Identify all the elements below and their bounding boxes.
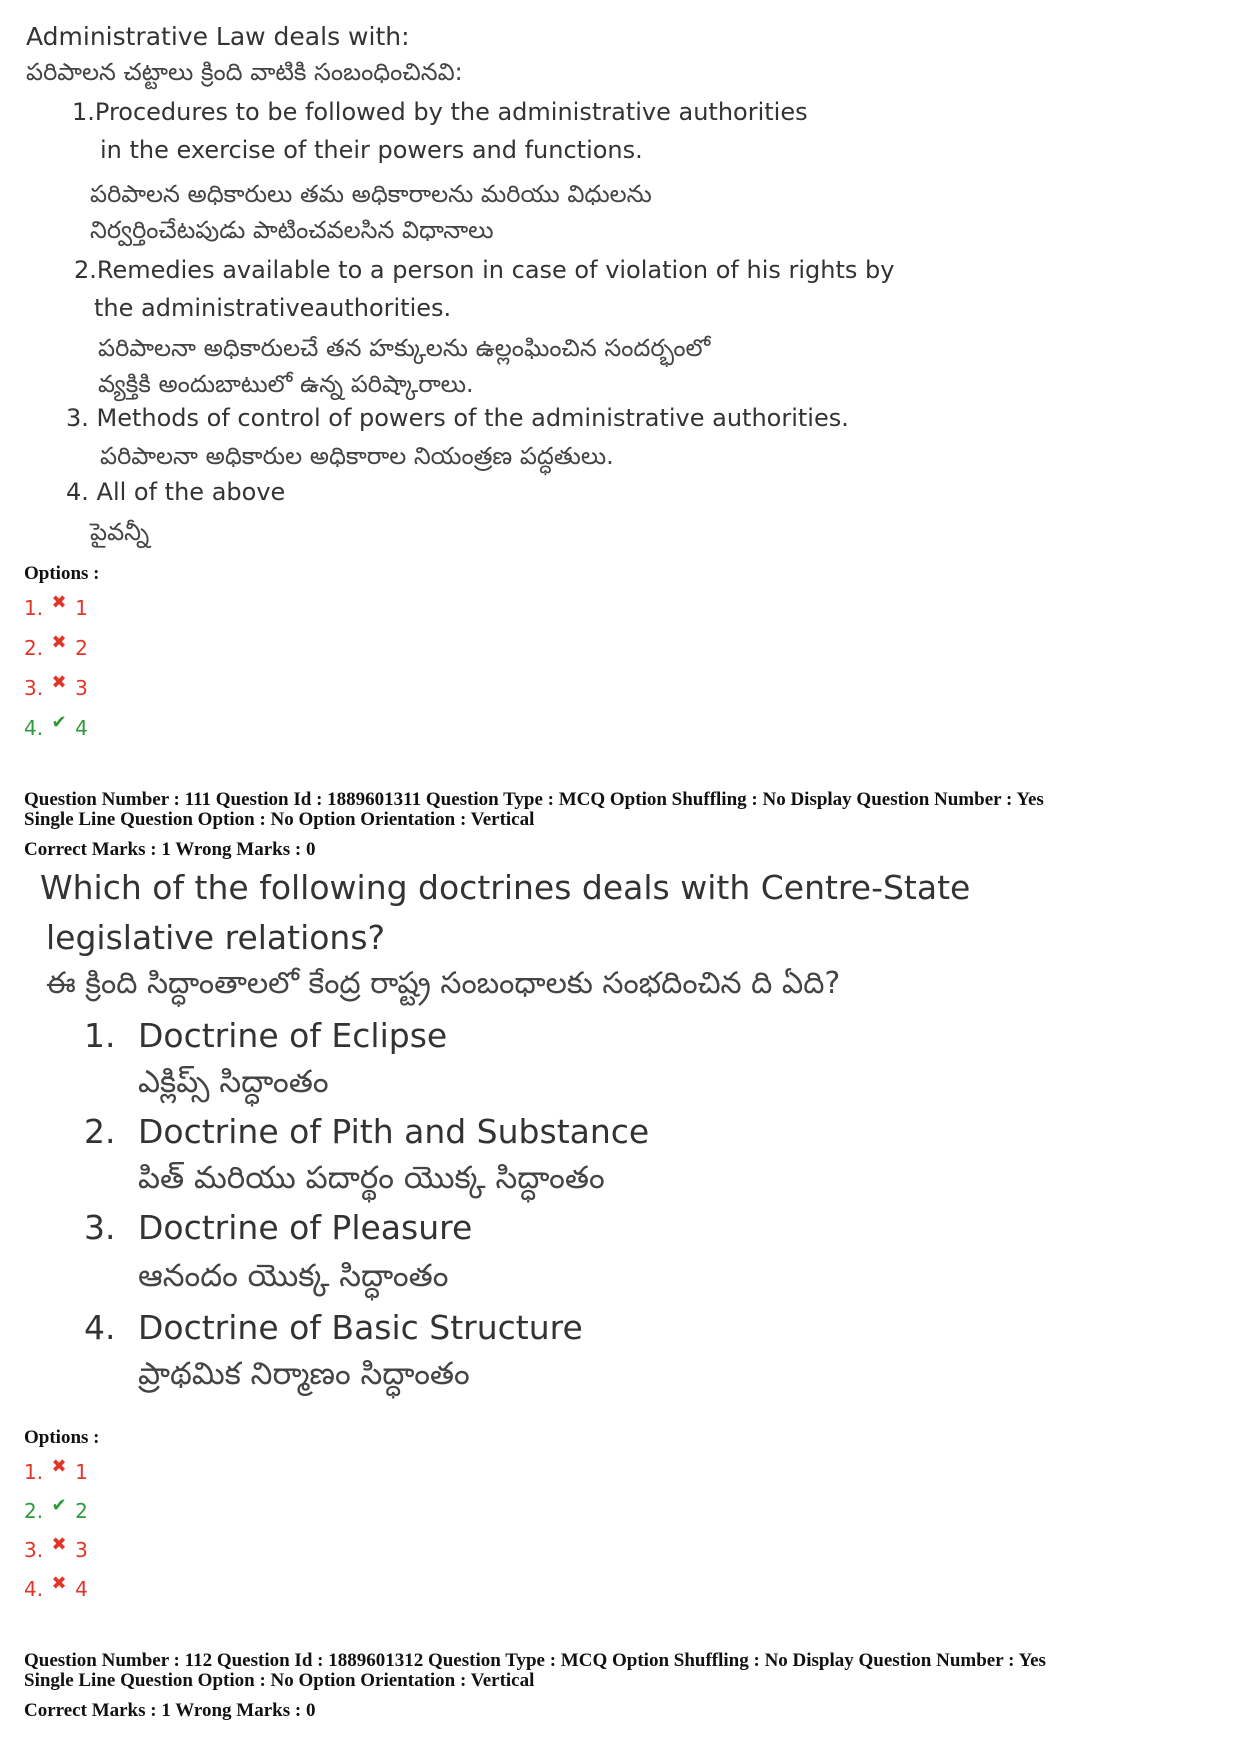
check-icon: ✔ [51,1494,67,1516]
choice-number: 4. [84,1308,116,1347]
statement-1-line-2: in the exercise of their powers and functions. [100,136,643,164]
statement-1-te-line-2: నిర్వర్తించేటపుడు పాటించవలసిన విధానాలు [90,216,494,244]
option-row [24,631,88,660]
option-value: 1 [75,596,88,620]
option-number: 4. [24,1577,44,1601]
question-heading-te: పరిపాలన చట్టాలు క్రింది వాటికి సంబంధించినవి: [26,58,463,86]
option-value: 2 [75,636,88,660]
choice-text-en: Doctrine of Eclipse [138,1016,448,1055]
choice-text-te: పిత్ మరియు పదార్థం యొక్క సిద్ధాంతం [138,1160,605,1196]
option-row [24,1455,88,1484]
choice-text-te: ప్రాథమిక నిర్మాణం సిద్ధాంతం [138,1356,470,1392]
cross-icon: ✖ [51,1533,67,1555]
choice-text-en: Doctrine of Basic Structure [138,1308,583,1347]
question-heading-en: Administrative Law deals with: [26,22,410,51]
question-text-en-line-2: legislative relations? [46,918,386,957]
cross-icon: ✖ [51,1455,67,1477]
option-number: 3. [24,676,44,700]
choice-text-en: Doctrine of Pleasure [138,1208,473,1247]
cross-icon: ✖ [51,631,67,653]
option-value: 3 [75,676,88,700]
choice-number: 3. [84,1208,116,1247]
question-meta-line-1: Question Number : 111 Question Id : 1889601311 Question Type : MCQ Option Shuffling : No Display Question Number : Yes [24,789,1044,810]
question-meta-line-2: Single Line Question Option : No Option Orientation : Vertical [24,809,535,830]
option-number: 3. [24,1538,44,1562]
option-number: 1. [24,596,44,620]
option-row [24,671,88,700]
option-value: 3 [75,1538,88,1562]
cross-icon: ✖ [51,591,67,613]
statement-2-line-2: the administrativeauthorities. [94,294,452,322]
option-row [24,1533,88,1562]
choice-number: 2. [84,1112,116,1151]
option-value: 1 [75,1460,88,1484]
option-number: 2. [24,1499,44,1523]
option-value: 4 [75,716,88,740]
check-icon: ✔ [51,711,67,733]
choice-text-te: ఎక్లిప్స్ సిద్ధాంతం [138,1064,329,1100]
option-row [24,1494,88,1523]
question-marks: Correct Marks : 1 Wrong Marks : 0 [24,839,316,860]
choice-number: 1. [84,1016,116,1055]
option-row [24,1572,88,1601]
cross-icon: ✖ [51,671,67,693]
choice-text-en: Doctrine of Pith and Substance [138,1112,650,1151]
statement-1-te-line-1: పరిపాలన అధికారులు తమ అధికారాలను మరియు విధులను [90,180,652,208]
statement-2-line-1: 2.Remedies available to a person in case of violation of his rights by [74,256,895,284]
option-number: 2. [24,636,44,660]
choice-text-te: ఆనందం యొక్క సిద్ధాంతం [138,1258,449,1294]
options-label: Options : [24,563,100,584]
statement-2-te-line-2: వ్యక్తికి అందుబాటులో ఉన్న పరిష్కారాలు. [98,370,474,398]
question-meta-line-1: Question Number : 112 Question Id : 1889601312 Question Type : MCQ Option Shuffling : No Display Question Number : Yes [24,1650,1046,1671]
cross-icon: ✖ [51,1572,67,1594]
statement-3-te-line-1: పరిపాలనా అధికారుల అధికారాల నియంత్రణ పద్ధతులు. [100,442,614,470]
option-row [24,711,88,740]
question-text-en-line-1: Which of the following doctrines deals with Centre-State [40,868,971,907]
statement-4-te-line-1: పైవన్నీ [90,518,150,546]
question-marks: Correct Marks : 1 Wrong Marks : 0 [24,1700,316,1721]
option-number: 1. [24,1460,44,1484]
options-label: Options : [24,1427,100,1448]
statement-4-line-1: 4. All of the above [66,478,286,506]
option-row [24,591,88,620]
statement-1-line-1: 1.Procedures to be followed by the administrative authorities [72,98,808,126]
option-value: 2 [75,1499,88,1523]
statement-2-te-line-1: పరిపాలనా అధికారులచే తన హక్కులను ఉల్లంఘించిన సందర్భంలో [98,334,711,362]
question-text-te: ఈ క్రింది సిద్ధాంతాలలో కేంద్ర రాష్ట్ర సంబంధాలకు సంభదించిన ది ఏది? [46,966,841,1001]
option-number: 4. [24,716,44,740]
statement-3-line-1: 3. Methods of control of powers of the administrative authorities. [66,404,849,432]
option-value: 4 [75,1577,88,1601]
question-meta-line-2: Single Line Question Option : No Option Orientation : Vertical [24,1670,535,1691]
